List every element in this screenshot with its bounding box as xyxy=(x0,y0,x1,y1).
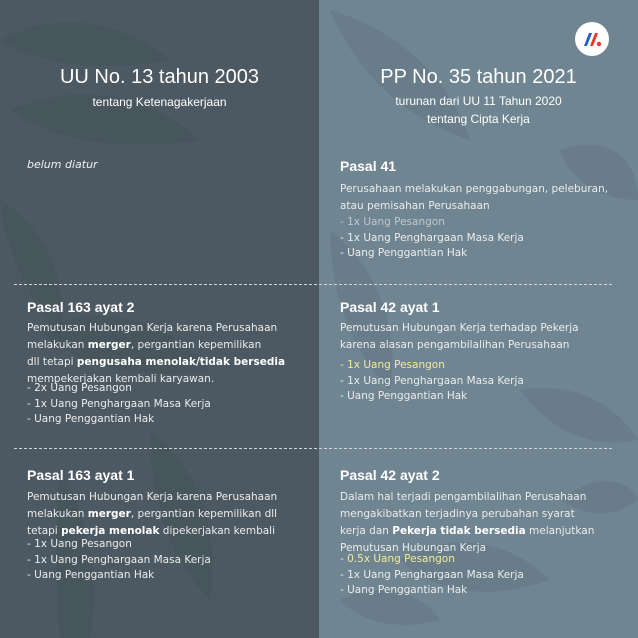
text-line xyxy=(27,354,317,371)
text-line: Perusahaan melakukan penggabungan, peleburan, xyxy=(340,183,609,195)
text-span: tetapi xyxy=(27,525,62,537)
list-item: - Uang Penggantian Hak xyxy=(340,390,468,402)
text-span: melakukan xyxy=(27,339,88,351)
left-row2-list xyxy=(27,381,211,428)
brand-logo xyxy=(575,22,609,56)
left-row3-heading: Pasal 163 ayat 1 xyxy=(27,467,135,483)
text-span: dipekerjakan kembali xyxy=(159,525,275,537)
text-line xyxy=(27,506,317,523)
bold-text: merger xyxy=(87,339,131,351)
text-line: karena alasan pengambilalihan Perusahaan xyxy=(340,339,570,351)
bold-text: merger xyxy=(87,508,131,520)
text-line: mengakibatkan terjadinya perubahan syarat xyxy=(340,508,575,520)
list-item: - 1x Uang Penghargaan Masa Kerja xyxy=(340,231,524,244)
right-row1-description xyxy=(340,181,630,215)
text-line: Pemutusan Hubungan Kerja karena Perusahaan xyxy=(27,491,278,503)
text-span: dll tetapi xyxy=(27,356,77,368)
list-item: - Uang Penggantian Hak xyxy=(340,584,468,596)
right-row3-heading: Pasal 42 ayat 2 xyxy=(340,467,440,483)
text-span: , pergantian kepemilikan dll xyxy=(130,508,278,520)
right-row2-heading: Pasal 42 ayat 1 xyxy=(340,299,440,315)
right-subtitle-2: tentang Cipta Kerja xyxy=(427,112,530,126)
text-line: Pemutusan Hubungan Kerja xyxy=(340,542,487,554)
divider-2 xyxy=(14,448,612,449)
text-line: mempekerjakan kembali karyawan. xyxy=(27,373,215,385)
text-line: Dalam hal terjadi pengambilalihan Perusahaan xyxy=(340,491,587,503)
text-span: melanjutkan xyxy=(525,525,595,537)
list-item: - Uang Penggantian Hak xyxy=(27,569,155,581)
text-span: melakukan xyxy=(27,508,88,520)
bold-text: pekerja menolak xyxy=(61,525,160,537)
left-row2-description xyxy=(27,320,317,388)
list-item: - 1x Uang Penghargaan Masa Kerja xyxy=(340,568,524,581)
text-line: Pemutusan Hubungan Kerja terhadap Pekerja xyxy=(340,322,579,334)
text-line xyxy=(27,337,317,354)
list-item: - 1x Uang Penghargaan Masa Kerja xyxy=(27,397,211,410)
list-item: - 1x Uang Pesangon xyxy=(340,216,445,228)
right-row2-description xyxy=(340,320,630,354)
list-item: - 2x Uang Pesangon xyxy=(27,382,132,394)
left-row1-note: belum diatur xyxy=(27,158,98,171)
text-span: , pergantian kepemilikan xyxy=(130,339,262,351)
left-row3-description xyxy=(27,489,317,540)
list-item: - 1x Uang Pesangon xyxy=(27,538,132,550)
list-item-highlighted: - 1x Uang Pesangon xyxy=(340,359,445,371)
text-line: atau pemisahan Perusahaan xyxy=(340,200,490,212)
right-row1-heading: Pasal 41 xyxy=(340,158,397,174)
list-item: - 1x Uang Penghargaan Masa Kerja xyxy=(340,374,524,387)
left-row2-heading: Pasal 163 ayat 2 xyxy=(27,299,135,315)
right-title: PP No. 35 tahun 2021 xyxy=(380,66,577,88)
right-row2-list xyxy=(340,358,524,405)
list-item: - Uang Penggantian Hak xyxy=(27,413,155,425)
text-line xyxy=(340,523,630,540)
right-row3-description xyxy=(340,489,630,557)
divider-1 xyxy=(14,284,612,285)
bold-text: Pekerja tidak bersedia xyxy=(392,525,526,537)
list-item: - Uang Penggantian Hak xyxy=(340,247,468,259)
text-span: kerja dan xyxy=(340,525,393,537)
list-item-highlighted: - 0.5x Uang Pesangon xyxy=(340,553,455,565)
left-title: UU No. 13 tahun 2003 xyxy=(59,66,260,88)
right-row1-list xyxy=(340,215,524,262)
bold-text: pengusaha menolak/tidak bersedia xyxy=(76,356,286,368)
text-line: Pemutusan Hubungan Kerja karena Perusahaan xyxy=(27,322,278,334)
right-subtitle-1: turunan dari UU 11 Tahun 2020 xyxy=(395,94,562,108)
list-item: - 1x Uang Penghargaan Masa Kerja xyxy=(27,553,211,566)
left-row3-list xyxy=(27,537,211,584)
brand-logo-icon xyxy=(575,22,609,56)
right-row3-list xyxy=(340,552,524,599)
left-subtitle: tentang Ketenagakerjaan xyxy=(92,95,227,109)
